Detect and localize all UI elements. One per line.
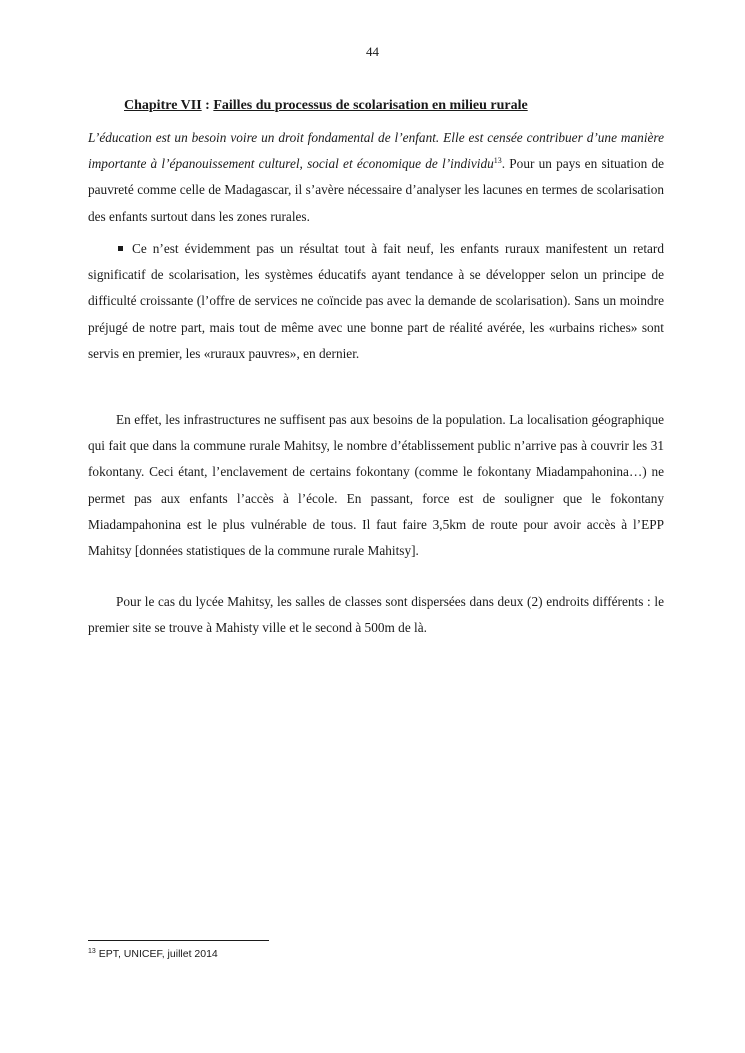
chapter-title: Failles du processus de scolarisation en milieu rurale <box>213 98 528 113</box>
infrastructure-paragraph: En effet, les infrastructures ne suffisent pas aux besoins de la population. La localisation géographique qui fait que dans la commune rurale Mahitsy, le nombre d’établissement public n’arrive pas à couvrir les 31 fokontany. Ceci étant, l’enclavement de certains fokontany (comme le fokontany Miadampahonina…) ne permet pas aux enfants l’accès à l’école. En passant, force est de souligner que le fokontany Miadampahonina est le plus vulnérable de tous. Il faut faire 3,5km de route pour avoir accès à l’EPP Mahitsy [données statistiques de la commune rurale Mahitsy]. <box>88 412 664 559</box>
footnote-text: EPT, UNICEF, juillet 2014 <box>95 948 218 960</box>
lycee-paragraph: Pour le cas du lycée Mahitsy, les salles de classes sont dispersées dans deux (2) endroits différents : le premier site se trouve à Mahisty ville et le second à 500m de là. <box>88 594 664 636</box>
intro-italic-text: L’éducation est un besoin voire un droit fondamental de l’enfant. Elle est censée contribuer d’une manière importante à l’épanouissement culturel, social et économique de l’individu <box>88 130 664 172</box>
intro-paragraph <box>88 125 664 230</box>
chapter-heading <box>124 98 528 114</box>
footnote-number: 13 <box>88 948 96 955</box>
bullet-paragraph-text: Ce n’est évidemment pas un résultat tout à fait neuf, les enfants ruraux manifestent un retard significatif de scolarisation, les systèmes éducatifs ayant tendance à se développer selon un principe de difficulté croissante (l’offre de services ne coïncide pas avec la demande de scolarisation). Sans un moindre préjugé de notre part, mais tout de même avec une bonne part de réalité avérée, les «urbains riches» sont servis en premier, les «ruraux pauvres», en dernier. <box>88 241 664 361</box>
chapter-separator: : <box>201 98 214 113</box>
page-number: 44 <box>366 44 379 59</box>
bullet-paragraph <box>88 236 664 367</box>
footnote-divider <box>88 940 269 941</box>
footnote <box>88 948 218 960</box>
square-bullet-icon <box>118 246 123 251</box>
footnote-reference[interactable]: 13 <box>493 156 502 166</box>
chapter-label: Chapitre VII <box>124 98 202 113</box>
intro-plain-text: . Pour un pays en situation de pauvreté comme celle de Madagascar, il s’avère nécessaire d’analyser les lacunes en termes de scolarisation des enfants surtout dans les zones rurales. <box>88 156 664 224</box>
